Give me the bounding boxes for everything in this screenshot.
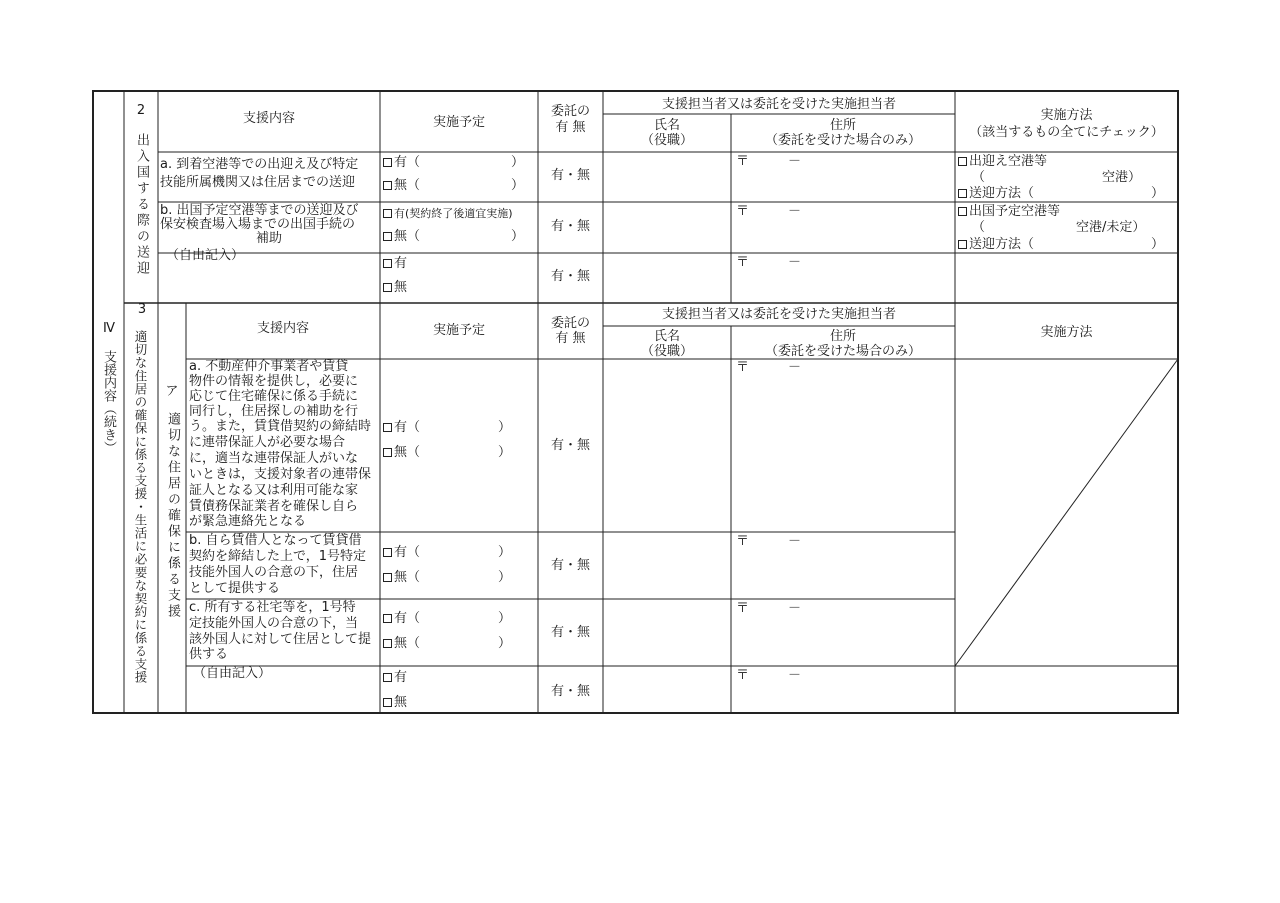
- s2-row-free-entrust[interactable]: 有・無: [550, 269, 590, 284]
- checkbox-icon[interactable]: [958, 157, 967, 166]
- s2-row-a-plan-yes[interactable]: 有（ ）: [383, 156, 524, 170]
- checkbox-icon[interactable]: [383, 181, 392, 190]
- s2-row-b-method-1[interactable]: 出国予定空港等: [958, 205, 1060, 219]
- s3-header-name: 氏名: [653, 329, 680, 344]
- s3-row-a-line: 応じて住宅確保に係る手続に: [189, 389, 359, 404]
- s3-row-a-line: う。また，賃貸借契約の締結時: [189, 419, 372, 434]
- s3-row-free-plan-yes[interactable]: 有: [383, 671, 407, 685]
- checkbox-icon[interactable]: [958, 240, 967, 249]
- header-address-note: （委託を受けた場合のみ）: [764, 133, 921, 148]
- section3-number: 3: [137, 302, 147, 317]
- section3-title: 適切な住居の確保に係る支援・生活に必要な契約に係る支援: [133, 330, 148, 684]
- s2-row-free-plan-yes[interactable]: 有: [383, 257, 407, 271]
- s2-row-a-content-2: 技能所属機関又は住居までの送迎: [160, 175, 356, 190]
- checkbox-icon[interactable]: [958, 189, 967, 198]
- s2-row-b-plan-no[interactable]: 無（ ）: [383, 230, 524, 244]
- section2-title: 出入国する際の送迎: [134, 133, 149, 277]
- s3-row-a-line: 同行し，住居探しの補助を行: [189, 404, 359, 419]
- s3-header-name-role: （役職）: [640, 344, 693, 359]
- s3-header-entrust: 委託の: [550, 316, 590, 331]
- s3-header-address: 住所: [829, 329, 856, 344]
- checkbox-icon[interactable]: [383, 548, 392, 557]
- s3-row-a-line: に，適当な連帯保証人がいな: [189, 451, 359, 466]
- header-person-group: 支援担当者又は委託を受けた実施担当者: [661, 97, 896, 112]
- s3-row-a-plan-no[interactable]: 無（ ）: [383, 446, 511, 460]
- header-name-role: （役職）: [640, 133, 693, 148]
- s3-row-a-plan-yes[interactable]: 有（ ）: [383, 421, 511, 435]
- checkbox-icon[interactable]: [383, 448, 392, 457]
- checkbox-icon[interactable]: [383, 423, 392, 432]
- header-method: 実施方法: [1040, 108, 1093, 123]
- s2-row-a-method-1[interactable]: 出迎え空港等: [958, 155, 1047, 169]
- s2-row-free-plan-no[interactable]: 無: [383, 281, 407, 295]
- s3-row-free-postal[interactable]: 〒 －: [736, 668, 802, 683]
- s2-row-a-postal[interactable]: 〒 －: [736, 154, 802, 169]
- checkbox-icon[interactable]: [383, 673, 392, 682]
- checkbox-icon[interactable]: [383, 639, 392, 648]
- s3-row-b-content-1: b. 自ら賃借人となって賃貸借: [189, 533, 362, 548]
- s2-row-b-content-2: 保安検査場入場までの出国手続の: [160, 217, 356, 232]
- s3-header-support-content: 支援内容: [256, 321, 309, 336]
- s2-row-b-postal[interactable]: 〒 －: [736, 204, 802, 219]
- s2-row-b-method-2[interactable]: （ 空港/未定）: [972, 220, 1146, 235]
- s3-row-c-content-1: c. 所有する社宅等を，1号特: [189, 600, 356, 615]
- s3-row-b-content-2: 契約を締結した上で，1号特定: [189, 549, 367, 564]
- s3-row-b-postal[interactable]: 〒 －: [736, 534, 802, 549]
- s3-header-entrust-2: 有 無: [555, 331, 586, 346]
- s3-header-address-note: （委託を受けた場合のみ）: [764, 344, 921, 359]
- s3-row-c-plan-yes[interactable]: 有（ ）: [383, 612, 511, 626]
- s2-row-a-plan-no[interactable]: 無（ ）: [383, 179, 524, 193]
- s3-row-free-plan-no[interactable]: 無: [383, 696, 407, 710]
- header-name: 氏名: [653, 118, 680, 133]
- s2-row-b-content-1: b. 出国予定空港等までの送迎及び: [160, 203, 359, 218]
- s3-row-free-content: （自由記入）: [193, 666, 272, 681]
- section3-sub-letter: ア: [165, 384, 179, 399]
- checkbox-icon[interactable]: [958, 207, 967, 216]
- header-method-note: （該当するもの全てにチェック）: [969, 125, 1164, 140]
- checkbox-icon[interactable]: [383, 573, 392, 582]
- section3-sub-title: 適切な住居の確保に係る支援: [165, 412, 180, 620]
- s3-row-free-entrust[interactable]: 有・無: [550, 684, 590, 699]
- s3-row-a-line: 証人となる又は利用可能な家: [189, 483, 359, 498]
- s2-row-free-postal[interactable]: 〒 －: [736, 255, 802, 270]
- s3-row-c-plan-no[interactable]: 無（ ）: [383, 637, 511, 651]
- s2-row-free-content: （自由記入）: [166, 248, 245, 263]
- s3-row-b-entrust[interactable]: 有・無: [550, 558, 590, 573]
- s3-row-c-content-2: 定技能外国人の合意の下，当: [189, 616, 359, 631]
- s3-row-a-entrust[interactable]: 有・無: [550, 438, 590, 453]
- s3-row-b-content-3: 技能外国人の合意の下，住居: [189, 565, 359, 580]
- s2-row-b-content-3: 補助: [255, 231, 282, 246]
- s3-row-b-content-4: として提供する: [189, 581, 281, 596]
- checkbox-icon[interactable]: [383, 614, 392, 623]
- s2-row-b-plan-yes[interactable]: 有(契約終了後適宜実施): [383, 207, 513, 221]
- s2-row-a-method-3[interactable]: 送迎方法（ ）: [958, 187, 1164, 201]
- header-entrust-2: 有 無: [555, 120, 586, 135]
- section2-number: 2: [136, 103, 146, 118]
- checkbox-icon[interactable]: [383, 698, 392, 707]
- s3-row-a-line: a. 不動産仲介事業者や賃貸: [189, 359, 349, 374]
- s3-header-person-group: 支援担当者又は委託を受けた実施担当者: [661, 307, 896, 322]
- s2-row-a-method-2[interactable]: （ 空港）: [972, 170, 1142, 185]
- s3-row-c-content-3: 該外国人に対して住居として提: [189, 632, 372, 647]
- section-title: 支援内容（続き）: [101, 350, 116, 454]
- s2-row-b-method-3[interactable]: 送迎方法（ ）: [958, 238, 1164, 252]
- s3-row-c-content-4: 供する: [189, 647, 229, 662]
- s3-row-a-line: 賃債務保証業者を確保し自ら: [189, 499, 359, 514]
- header-plan: 実施予定: [432, 115, 485, 130]
- header-entrust: 委託の: [550, 104, 590, 119]
- s3-row-c-postal[interactable]: 〒 －: [736, 601, 802, 616]
- checkbox-icon[interactable]: [383, 259, 392, 268]
- s3-header-plan: 実施予定: [432, 323, 485, 338]
- header-support-content: 支援内容: [242, 111, 295, 126]
- s2-row-a-content-1: a. 到着空港等での出迎え及び特定: [160, 157, 359, 172]
- s3-row-a-line: が緊急連絡先となる: [189, 514, 307, 529]
- checkbox-icon[interactable]: [383, 283, 392, 292]
- s3-row-b-plan-yes[interactable]: 有（ ）: [383, 546, 511, 560]
- s2-row-a-entrust[interactable]: 有・無: [550, 168, 590, 183]
- s3-row-c-entrust[interactable]: 有・無: [550, 625, 590, 640]
- checkbox-icon[interactable]: [383, 158, 392, 167]
- s3-row-a-line: に連帯保証人が必要な場合: [189, 435, 346, 450]
- s2-row-b-entrust[interactable]: 有・無: [550, 219, 590, 234]
- s3-row-a-postal[interactable]: 〒 －: [736, 360, 802, 375]
- s3-row-b-plan-no[interactable]: 無（ ）: [383, 571, 511, 585]
- checkbox-icon[interactable]: [383, 209, 392, 218]
- s3-row-a-line: 物件の情報を提供し，必要に: [189, 374, 359, 389]
- section-roman: Ⅳ: [103, 321, 115, 336]
- s3-row-a-line: いときは，支援対象者の連帯保: [189, 467, 372, 482]
- checkbox-icon[interactable]: [383, 232, 392, 241]
- s3-header-method: 実施方法: [1040, 325, 1093, 340]
- header-address: 住所: [829, 118, 856, 133]
